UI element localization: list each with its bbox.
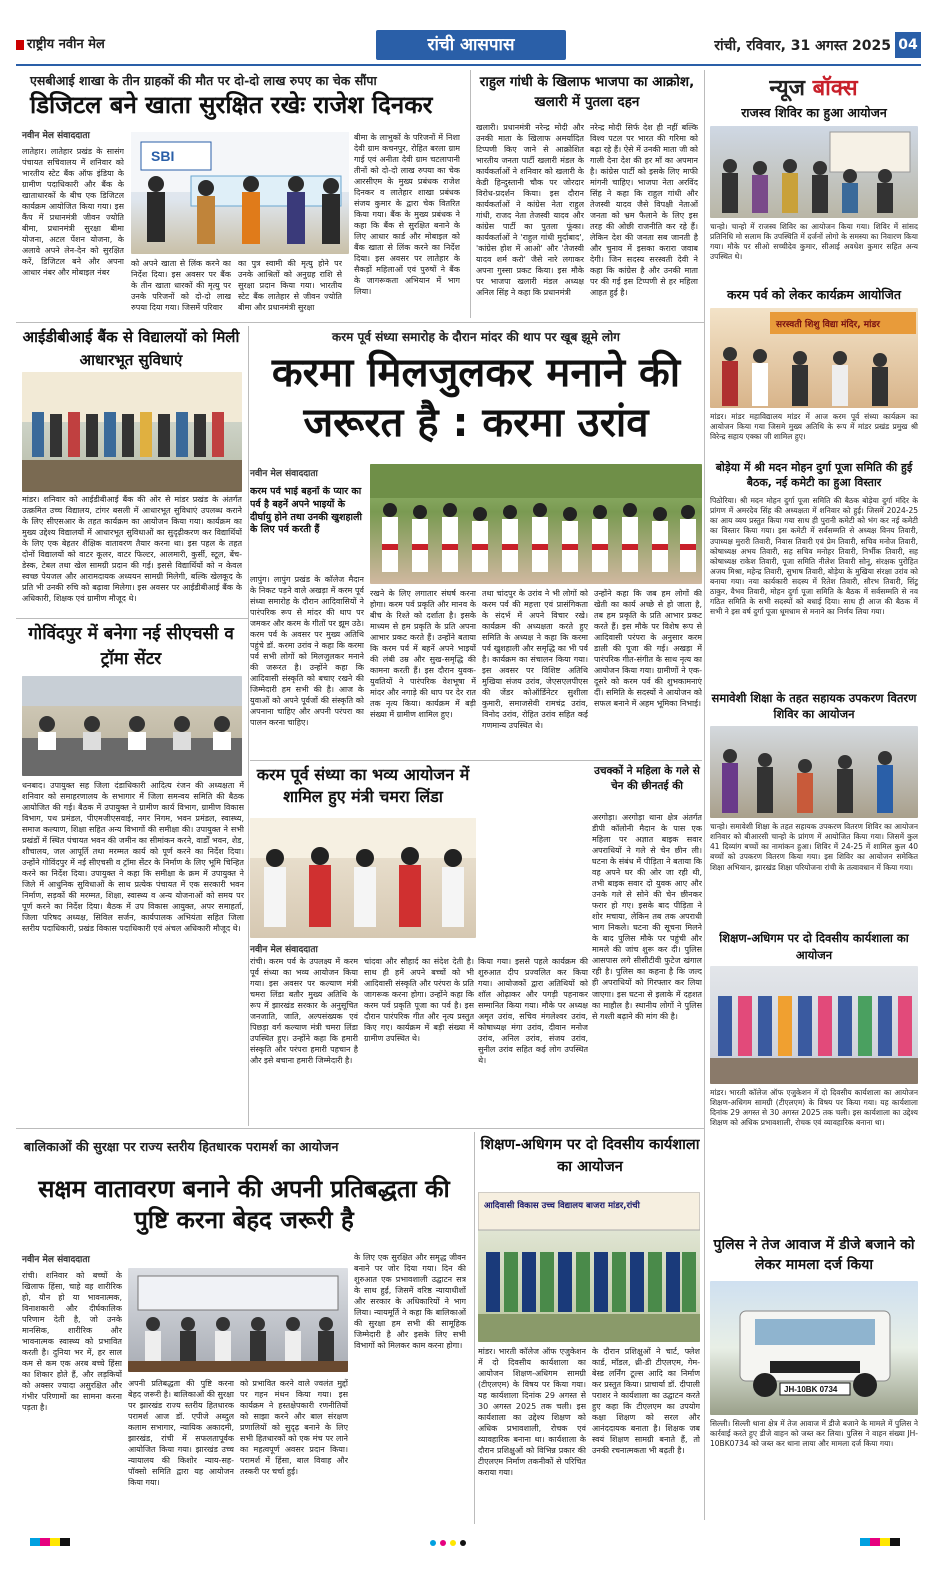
shikshan-school-photo <box>478 1192 700 1342</box>
minister-story-cont <box>478 948 590 1124</box>
minister-story <box>250 764 476 1124</box>
equipment-camp-photo <box>710 726 918 818</box>
vehicle-plate: JH-10BK 0734 <box>784 1385 838 1394</box>
section-rule <box>16 322 704 323</box>
minister-col1: रांची। करम पर्व के उपलक्ष्य में करम पूर्व संध्या का भव्य आयोजन किया गया। इस अवसर पर कल्याण मंत्री चमरा लिंडा बतौर मुख्य अतिथि के रूप में झारखंड सरकार के अनुसूचित जनजाति, जाति, अल्पसंख्यक एवं पिछड़ा वर्ग कल्याण मंत्री चमरा लिंडा उपस्थित हुए। उन्होंने कहा कि हमारी संस्कृति और परंपरा हमारी पहचान है और इसे बचाना हमारी जिम्मेदारी है। <box>250 957 358 1066</box>
newsbox-item-text: मांडर। भारती कॉलेज ऑफ एजुकेशन में दो दिवसीय कार्यशाला का आयोजन शिक्षण-अधिगम सामग्री (टीएलएम) के विषय पर किया गया। यह कार्यशाला दिनांक 29 अगस्त से 30 अगस्त 2025 तक चली। इस कार्यशाला का उद्देश्य शिक्षण को अधिक प्रभावशाली, रोचक एवं व्यावहारिक बनाना था। <box>710 1088 918 1128</box>
newsbox-item <box>708 460 920 690</box>
color-registration-bar <box>30 1538 70 1546</box>
karam-program-illustration <box>710 308 918 408</box>
brand-name: राष्ट्रीय नवीन मेल <box>27 37 105 52</box>
karma-kicker: करम पूर्व संध्या समारोह के दौरान मांदर की थाप पर खूब झूमे लोग <box>332 330 620 344</box>
sbi-story <box>16 70 463 320</box>
column-rule <box>470 70 471 318</box>
section-rule <box>250 760 702 761</box>
newsbox-item-text: मांडर। मांडर महाविद्यालय मांडर में आज करम पूर्व संध्या कार्यक्रम का आयोजन किया गया जिसमे मुख्य अतिथि के रूप में मांडर प्रखंड प्रमुख श्री विरेन्द्र सहाय एक्का जी शामिल हुए। <box>710 412 918 442</box>
masthead <box>16 30 921 66</box>
minister-col2: चांदवा और सौहार्द का संदेश देती है। साथ ही हमें अपने बच्चों को भी आदिवासी संस्कृति और परंपरा के प्रति जागरूक करना होगा। उन्होंने कहा कि करम पर्व प्रकृति पूजा का पर्व है। इस दौरान पारंपरिक गीत और नृत्य प्रस्तुत किए गए। कार्यक्रम में बड़ी संख्या में ग्रामीण उपस्थित थे। <box>364 957 474 1044</box>
gobindpur-meeting-photo <box>22 676 242 776</box>
sbi-headline: डिजिटल बने खाता सुरक्षित रखेः राजेश दिनकर <box>30 91 433 119</box>
karma-dance-photo <box>370 464 702 584</box>
idbi-text: मांडर। शनिवार को आईडीबीआई बैंक की ओर से मांडर प्रखंड के अंतर्गत उत्क्रमित उच्च विद्यालय, टांगर बसली में आधारभूत सुविधाएं उपलब्ध कराने के लिए सीएसआर के तहत कार्यक्रम का आयोजन किया गया। कार्यक्रम का मुख्य उद्देश्य विद्यालयों में आधारभूत सुविधाओं का सुदृढ़ीकरण कर विद्यार्थियों के लिए एक बेहतर शैक्षिक वातावरण तैयार करना था। इस पहल के तहत दोनों विद्यालयों को वाटर कूलर, वाटर फिल्टर, आलमारी, कुर्सी, स्टूल, बेंच-डेस्क, टेबल तथा खेल सामग्री प्रदान की गई। इससे विद्यार्थियों को न केवल स्वच्छ पेयजल और आरामदायक अध्ययन सामग्री मिलेगी, बल्कि खेलकूद के प्रति भी उनकी रुचि को बढ़ावा मिलेगा। इस अवसर पर आईडीबीआई बैंक के अधिकारी, शिक्षक एवं ग्रामीण मौजूद थे। <box>22 495 242 604</box>
sbi-cheque-photo <box>131 132 349 254</box>
newsbox-title <box>706 72 921 100</box>
workshop-photo <box>710 966 918 1084</box>
karma-story <box>250 326 702 756</box>
balika-col4: के लिए एक सुरक्षित और समृद्ध जीवन बनाने पर जोर दिया गया। दिन की शुरुआत एक प्रभावशाली उद्घाटन सत्र के साथ हुई, जिसमें वरिष्ठ न्यायाधीशों और सरकार के अधिकारियों ने भाग लिया। न्यायमूर्ति ने कहा कि बालिकाओं की सुरक्षा हम सभी की सामूहिक जिम्मेदारी है और इसके लिए सभी विभागों को मिलकर काम करना होगा। <box>354 1253 466 1351</box>
karma-dance-illustration <box>370 464 702 584</box>
sbi-col3: का पुत्र स्वामी की मृत्यु होने पर उनके आश्रितों को अनुग्रह राशि से सुरक्षा प्रदान किया गया। भारतीय स्टेट बैंक लातेहार से जीवन ज्योति बीमा और प्रधानमंत्री सुरक्षा <box>238 259 342 313</box>
shikshan-story <box>478 1132 702 1527</box>
brand-mark-icon <box>16 40 24 50</box>
mahila-text: अरगोड़ा। अरगोड़ा थाना क्षेत्र अंतर्गत डीपी कॉलोनी मैदान के पास एक महिला पर अज्ञात बाइक सवार अपराधियों ने गले से चेन छीन ली। घटना के संबंध में पीड़िता ने बताया कि वह अपने घर की ओर जा रही थी, तभी बाइक सवार दो युवक आए और उनके गले से सोने की चेन छीनकर फरार हो गए। इसके बाद पीड़िता ने शोर मचाया, लेकिन तब तक अपराधी भाग निकले। घटना की सूचना मिलने के बाद पुलिस मौके पर पहुंची और मामले की जांच शुरू कर दी। पुलिस आसपास लगे सीसीटीवी फुटेज खंगाल रही है। पुलिस का कहना है कि जल्द ही अपराधियों को गिरफ्तार कर लिया जाएगा। इस घटना से इलाके में दहशत का माहौल है। स्थानीय लोगों ने पुलिस से गश्ती बढ़ाने की मांग की है। <box>592 813 702 1021</box>
newsbox-item-text: चान्हो। चान्हो में राजस्व शिविर का आयोजन किया गया। शिविर में सांसद प्रतिनिधि मो सलाम कि उपस्थिति में दर्जनों लोगो के समस्या का निवारण किया गया। मौके पर सीओ सच्चीदेव कुमार, सीआई अवधेश कुमार सहित अन्य उपस्थित थे। <box>710 222 918 262</box>
karma-byline: नवीन मेल संवाददाता <box>250 469 318 479</box>
dateline: रांची, रविवार, 31 अगस्त 2025 <box>714 38 891 54</box>
column-rule <box>474 1132 475 1524</box>
balika-headline: सक्षम वातावरण बनाने की अपनी प्रतिबद्धता की पुष्टि करना बेहद जरूरी है <box>38 1175 450 1235</box>
minister-headline: करम पूर्व संध्या का भव्य आयोजन में शामिल हुए मंत्री चमरा लिंडा <box>256 765 470 807</box>
newsbox-item-headline: राजस्व शिविर का हुआ आयोजन <box>741 105 887 120</box>
newsbox-item <box>708 104 920 274</box>
newsbox-item <box>708 1235 920 1525</box>
column-rule <box>248 326 249 1126</box>
newsbox-item-text: सिल्ली। सिल्ली थाना क्षेत्र में तेज आवाज में डीजे बजाने के मामले में पुलिस ने कार्रवाई करते हुए डीजे वाहन को जब्त कर लिया। पुलिस ने वाहन संख्या JH-10BK0734 को जब्त कर थाना लाया और मामला दर्ज किया गया। <box>710 1419 918 1449</box>
rahul-col1: खलारी। प्रधानमंत्री नरेन्द्र मोदी और उनकी माता के खिलाफ अमर्यादित टिप्पणी किए जाने से आक्रोशित भारतीय जनता पार्टी खलारी मंडल के कार्यकर्ताओं ने शनिवार को खलारी के केडी हिन्दुस्तानी चौक पर जोरदार विरोध-प्रदर्शन किया। इस दौरान कार्यकर्ताओं ने कांग्रेस नेता राहुल गांधी, राजद नेता तेजस्वी यादव और कांग्रेस पार्टी का पुतला फूंका। कार्यकर्ताओं ने 'राहुल गांधी मुर्दाबाद', 'कांग्रेस होश में आओ' और 'तेजस्वी यादव शर्म करो' जैसे नारे लगाकर अपना गुस्सा प्रकट किया। इस मौके पर भाजपा खलारी मंडल अध्यक्ष अनिल सिंह ने कहा कि प्रधानमंत्री <box>476 123 584 298</box>
gobindpur-meeting-illustration <box>22 676 242 776</box>
balika-consultation-photo <box>128 1268 348 1372</box>
shikshan-col1: मांडर। भारती कॉलेज ऑफ एजुकेशन में दो दिवसीय कार्यशाला का आयोजन शिक्षण-अधिगम सामग्री (टीएलएम) के विषय पर किया गया। यह कार्यशाला दिनांक 29 अगस्त से 30 अगस्त 2025 तक चली। इस कार्यशाला का उद्देश्य शिक्षण को अधिक प्रभावशाली, रोचक एवं व्यावहारिक बनाना था। कार्यशाला के दौरान प्रशिक्षुओं को विभिन्न प्रकार की टीएलएम निर्माण तकनीकों से परिचित कराया गया। <box>478 1347 586 1478</box>
newsbox-title-a: न्यूज <box>769 76 813 101</box>
section-tag: रांची आसपास <box>376 30 566 60</box>
gobindpur-text: धनबाद। उपायुक्त सह जिला दंडाधिकारी आदित्य रंजन की अध्यक्षता में शनिवार को समाहरणालय के सभागार में जिला समन्वय समिति की बैठक आयोजित की गई। बैठक में उपायुक्त ने ग्रामीण कार्य विभाग, ग्रामीण विकास विभाग, पथ प्रमंडल, पीएमजीएसवाई, नगर निगम, भवन प्रमंडल, स्वास्थ्य, समाज कल्याण, शिक्षा सहित अन्य विभागों की समीक्षा की। उपायुक्त ने सभी प्रखंडों में स्थित पंचायत भवन की जमीन का सीमांकन करने, वार्डों भवन, शेड, शौचालय, जल आपूर्ति तथा मरम्मत कार्य को पूर्ण करने का निर्देश दिया। उन्होंने गोविंदपुर में नई सीएचसी व ट्रॉमा सेंटर के निर्माण के लिए भूमि चिन्हित करने का निर्देश दिया। उपायुक्त ने कहा कि समीक्षा के क्रम में उपायुक्त ने जिले में आधुनिक सुविधाओं के साथ प्रत्येक पंचायत में एक सरकारी भवन निर्माण, सड़कों की मरम्मत, शिक्षा, स्वास्थ्य व अन्य योजनाओं को समय पर पूर्ण करने का निर्देश दिया। बैठक में उप विकास आयुक्त, अपर समाहर्ता, जिला परिषद अध्यक्ष, सिविल सर्जन, कार्यपालक अभियंता सहित जिला स्तरीय पदाधिकारी, प्रखंड विकास पदाधिकारी एवं अंचल अधिकारी मौजूद थे। <box>22 781 244 934</box>
balika-story <box>16 1132 471 1527</box>
page-number: 04 <box>895 32 921 58</box>
karma-col2: रखने के लिए लगातार संघर्ष करना होगा। करम पर्व प्रकृति और मानव के बीच के रिश्ते को दर्शाता है। इसके माध्यम से हम प्रकृति के प्रति अपना आभार प्रकट करते हैं। उन्होंने बताया कि करम पर्व में बहनें अपने भाइयों की लंबी उम्र और सुख-समृद्धि की कामना करती हैं। इस दौरान युवक-युवतियों ने पारंपरिक वेशभूषा में मांदर और नगाड़े की थाप पर देर रात तक नृत्य किया। कार्यक्रम में बड़ी संख्या में ग्रामीण शामिल हुए। <box>370 589 476 720</box>
sbi-col4: बीमा के लाभुकों के परिजनों में निशा देवी ग्राम कचनपुर, रोहित बरला ग्राम गाई एवं अनीता देवी ग्राम चटलापानी तीनों को दो-दो लाख रुपया का चेक आरसीएम के मुख्य प्रबंधक राजेश दिनकर व लातेहार शाखा प्रबंधक संजय कुमार के द्वारा चेक वितरित किया गया। बैंक के मुख्य प्रबंधक ने कहा कि बैंक से सुरक्षित बनाने के लिए आधार कार्ड और मोबाइल को बैंक खाता से लिंक करने का निर्देश दिया। इस अवसर पर लातेहार के सैकड़ों महिलाओं एवं पुरुषों ने बैंक के जागरूकता अभियान में भाग लिया। <box>354 133 460 297</box>
svg-text:SBI: SBI <box>151 148 175 164</box>
minister-byline: नवीन मेल संवाददाता <box>250 945 318 955</box>
equipment-camp-illustration <box>710 726 918 818</box>
sbi-col2: को अपने खाता से लिंक करने का निर्देश दिया। इस अवसर पर बैंक के तीन खाता धारकों की मृत्यु पर उनके परिजनों को दो-दो लाख रुपया दिया गया। जिसमें परिवार <box>131 259 231 313</box>
newsbox-item-headline: बोड़ेया में श्री मदन मोहन दुर्गा पूजा समिति की हुई बैठक, नई कमेटी का हुआ विस्तार <box>715 461 913 490</box>
dj-vehicle-photo <box>710 1281 918 1415</box>
revenue-camp-photo <box>710 126 918 218</box>
balika-col3: को प्रभावित करने वाले ज्वलंत मुद्दों पर गहन मंथन किया गया। इस कार्यक्रम ने हस्तक्षेपकारी रणनीतियों को साझा करने और बाल संरक्षण प्रणालियों को सुदृढ़ बनाने के लिए सभी हितधारकों को एक मंच पर लाने का महत्वपूर्ण अवसर प्रदान किया। परामर्श में हिंसा, बाल विवाह और तस्करी पर चर्चा हुई। <box>240 1379 348 1477</box>
sbi-cheque-illustration <box>131 132 349 254</box>
minister-col3: किया गया। इससे पहले कार्यक्रम की शुरुआत दीप प्रज्वलित कर किया गया। आयोजकों द्वारा अतिथियों को शॉल ओढ़ाकर और पगड़ी पहनाकर सम्मानित किया गया। मौके पर अध्यक्ष अमृत उरांव, सचिव मंगलेश्वर उरांव, कोषाध्यक्ष मंगा उरांव, दीवान मनोज उरांव, अनिल उरांव, संजय उरांव, सुनील उरांव सहित कई लोग उपस्थित थे। <box>478 957 588 1066</box>
workshop-illustration <box>710 966 918 1084</box>
karam-program-photo <box>710 308 918 408</box>
sbi-lead: लातेहार। लातेहार प्रखंड के सासंग पंचायत सचिवालय में शनिवार को भारतीय स्टेट बैंक ऑफ इंडिया के ग्रामीण पदाधिकारी और बैंक के खाताधारकों के बीच एक डिजिटल कार्यक्रम आयोजित किया गया। इस कैंप में प्रधानमंत्री जीवन ज्योति बीमा, प्रधानमंत्री सुरक्षा बीमा योजना, अटल पेंशन योजना, के अलावे अपने लेन-देन को सुरक्षित करें, डिजिटल बने और अपना आधार नंबर और मोबाइल नंबर <box>22 147 124 278</box>
idbi-headline: आईडीबीआई बैंक से विद्यालयों को मिली आधारभूत सुविधाएं <box>22 328 240 369</box>
section-rule <box>16 1128 704 1129</box>
balika-kicker: बालिकाओं की सुरक्षा पर राज्य स्तरीय हितधारक परामर्श का आयोजन <box>24 1139 339 1154</box>
newsbox-item <box>708 286 920 446</box>
rahul-headline: राहुल गांधी के खिलाफ भाजपा का आक्रोश, खलारी में पुतला दहन <box>479 74 695 111</box>
newsbox-item <box>708 930 920 1220</box>
newsbox-item-text: पिठोरिया। श्री मदन मोहन दुर्गा पूजा समिति की बैठक बोड़ेया दुर्गा मंदिर के प्रांगण में अमरदेव सिंह की अध्यक्षता में शनिवार को हुई। जिसमें 2024-25 का आय व्यय प्रस्तुत किया गया साथ ही पुरानी कमेटी को भंग कर नई कमेटी का विस्तार किया गया। इस कमेटी में सर्वसम्मति से अध्यक्ष विनय तिवारी, उपाध्यक्ष मुरारी तिवारी, निवास तिवारी एवं प्रेम तिवारी, सचिव मनोज तिवारी, कोषाध्यक्ष अभय तिवारी, सह सचिव मनोहर तिवारी, निर्भीक तिवारी, सह कोषाध्यक्ष राकेश तिवारी, पूजा समिति नीलेश तिवारी सोनू, संरक्षक पुरोहित अजय मिश्रा, महेन्द्र तिवारी, सुभाष तिवारी, बोड़ेया के मुखिया संरक्षा उरांव को बनाया गया। नया कार्यकारी सदस्य में रितेश तिवारी, सौरभ तिवारी, सिंटू ठाकुर, वैभव तिवारी, मोहन दुर्गा पूजा समिति के बैठक में सर्वसम्मति से नव गठित समिति के सभी सदस्यों को बधाई दिया। साथ ही आज की बैठक में सभी ने इस वर्ष दुर्गा पूजा धूमधाम से मनाने का निर्णय लिया गया। <box>710 496 918 617</box>
balika-col2: अपनी प्रतिबद्धता की पुष्टि करना बेहद जरूरी है। बालिकाओं की सुरक्षा पर झारखंड राज्य स्तरीय हितधारक परामर्श आज डॉ. एपीजे अब्दुल कलाम सभागार, न्यायिक अकादमी, झारखंड, रांची में सफलतापूर्वक आयोजित किया गया। झारखंड उच्च न्यायालय की किशोर न्याय-सह-पॉक्सो समिति द्वारा यह आयोजन किया गया। <box>128 1379 234 1488</box>
mahila-headline: उचक्कों ने महिला के गले से चेन की छीनतई की <box>594 765 700 793</box>
dj-vehicle-illustration <box>710 1281 918 1415</box>
section-rule <box>16 618 248 619</box>
shikshan-col2: के दौरान प्रशिक्षुओं ने चार्ट, फ्लेश कार्ड, मॉडल, थ्री-डी टीएलएम, गेम-बेस्ड लर्निंग टूल्स आदि का निर्माण कर प्रस्तुत किया। प्राचार्या डॉ. दीपाली पराशर ने कार्यशाला का उद्घाटन करते हुए कहा कि टीएलएम का उपयोग कक्षा शिक्षण को सरल और आनंददायक बनाता है। शिक्षक जब स्वयं शिक्षण सामग्री बनाते हैं, तो उनकी रचनात्मकता भी बढ़ती है। <box>592 1347 700 1456</box>
mahila-story <box>592 764 702 1124</box>
sbi-byline: नवीन मेल संवाददाता <box>22 131 90 141</box>
color-registration-bar <box>860 1538 900 1546</box>
idbi-school-illustration <box>22 372 242 492</box>
shikshan-headline: शिक्षण-अधिगम पर दो दिवसीय कार्यशाला का आयोजन <box>480 1137 700 1176</box>
balika-byline: नवीन मेल संवाददाता <box>22 1255 90 1265</box>
idbi-story <box>16 326 246 616</box>
karma-col3: तथा चांदपुर के उरांव ने भी लोगों को करम पर्व की महत्ता एवं प्रासंगिकता के संदर्भ में अपने विचार रखे। कार्यक्रम की अध्यक्षता करते हुए समिति के अध्यक्ष ने कहा कि करमा पर्व खुशहाली और समृद्धि का भी पर्व है। कार्यक्रम का संचालन किया गया। इस अवसर पर विशिष्ट अतिथि मुखिया संजय उरांव, जेएसएलपीएस की जेंडर कोऑर्डिनेटर सुशीला कुमारी, समाजसेवी रामचंद्र उरांव, विनोद उरांव, रोहित उरांव सहित कई गणमान्य उपस्थित थे। <box>482 589 588 731</box>
sbi-kicker: एसबीआई शाखा के तीन ग्राहकों की मौत पर दो-दो लाख रुपए का चेक सौंपा <box>30 73 377 88</box>
registration-dot <box>450 1540 456 1546</box>
karma-quote: करम पर्व भाई बहनों के प्यार का पर्व है बहनें अपने भाइयों के दीर्घायु होने तथा उनकी खुशहाली के लिए पर्व करती हैं <box>250 486 362 536</box>
registration-dot <box>430 1540 436 1546</box>
minister-stage-photo <box>250 818 476 938</box>
karma-col1: लापुंग। लापुंग प्रखंड के कॉलेज मैदान के निकट पड़ने वाले अखड़ा में करम पूर्व संध्या समारोह के दौरान आदिवासियों ने पारंपरिक रूप से मांदर की थाप पर जमकर और करम के गीतों पर झूम उठे। करम पर्व के अवसर पर मुख्य अतिथि पहुंचे डॉ. करमा उरांव ने कहा कि करमा पर्व सभी लोगों को मिलजुलकर मनाने की जरूरत है। उन्होंने कहा कि आदिवासी संस्कृति को बचाए रखने की जिम्मेदारी हम सभी की है। आज के युवाओं को अपने पूर्वजों की संस्कृति को अपनाना चाहिए और अपनी परंपरा का पालन करना चाहिए। <box>250 575 364 728</box>
newsbox-item-text: चान्हो। समावेशी शिक्षा के तहत सहायक उपकरण वितरण शिविर का आयोजन शनिवार को बीआरसी चान्हो के प्रांगण में आयोजित किया गया। जिसमें कुल 41 दिव्यांग बच्चों का नामांकन हुआ। शिविर में 24-25 में शामिल कुल 40 बच्चों को उपकरण वितरण किया गया। इस शिविर का आयोजन समेकित शिक्षा अभियान, झारखंड शिक्षा परियोजना रांची के तत्वावधान में किया गया। <box>710 822 918 872</box>
rahul-story <box>474 70 700 320</box>
registration-dot <box>460 1540 466 1546</box>
shikshan-banner-text: आदिवासी विकास उच्च विद्यालय बाजरा मांडर,रांची <box>484 1201 640 1211</box>
balika-col1: रांची। शनिवार को बच्चों के खिलाफ हिंसा, चाहे वह शारीरिक हो, यौन हो या भावनात्मक, विनाशकारी और दीर्घकालिक परिणाम देती है, जो उनके मानसिक, शारीरिक और भावनात्मक स्वास्थ्य को प्रभावित करती है। दुनिया भर में, हर साल कम से कम एक अरब बच्चे हिंसा का शिकार होते हैं, और लड़कियों को अक्सर ज्यादा असुरक्षित और गंभीर परिणामों का सामना करना पड़ता है। <box>22 1271 122 1413</box>
newsbox-item <box>708 690 920 925</box>
revenue-camp-illustration <box>710 126 918 218</box>
column-rule <box>704 70 705 1520</box>
gobindpur-headline: गोविंदपुर में बनेगा नई सीएचसी व ट्रॉमा सेंटर <box>28 624 234 669</box>
minister-stage-illustration <box>250 818 476 938</box>
karma-headline: करमा मिलजुलकर मनाने की जरूरत है : करमा उरांव <box>271 350 681 446</box>
newsbox-item-headline: करम पर्व को लेकर कार्यक्रम आयोजित <box>726 287 902 302</box>
rahul-col2: नरेन्द्र मोदी सिर्फ देश ही नहीं बल्कि विश्व पटल पर भारत की गरिमा को बढ़ा रहे हैं। ऐसे में उनकी माता जी को गाली देना देश की हर माँ का अपमान है। कांग्रेस पार्टी को इसके लिए माफी मांगनी चाहिए। भाजपा नेता अरविंद सिंह ने कहा कि राहुल गांधी और तेजस्वी यादव जैसे विपक्षी नेताओं जनता को भ्रम फैलाने के लिए इस तरह की ओछी राजनीति कर रहे हैं। लेकिन देश की जनता सब जानती है और चुनाव में इसका करारा जवाब देगी। जिन सदस्य सरस्वती देवी ने कहा कि कांग्रेस है और उनकी माता पर की गई इस टिप्पणी से हर महिला आहत हुई है। <box>590 123 698 298</box>
newsbox-item-headline: पुलिस ने तेज आवाज में डीजे बजाने को लेकर मामला दर्ज किया <box>713 1237 915 1274</box>
karam-banner-text: सरस्वती शिशु विद्या मंदिर, मांडर <box>776 320 880 330</box>
karma-col4: उन्होंने कहा कि जब हम लोगों की खेती का कार्य अच्छे से हो जाता है, तब हम प्रकृति के प्रति आभार प्रकट करते हैं। इस मौके पर विशेष रूप से आदिवासी परंपरा के अनुसार करम डाली की पूजा की गई। अखड़ा में पारंपरिक गीत-संगीत के साथ नृत्य का आयोजन किया गया। ग्रामीणों ने एक-दूसरे को करम पर्व की शुभकामनाएं दीं। समिति के सदस्यों ने आयोजन को सफल बनाने में अहम भूमिका निभाई। <box>594 589 702 709</box>
shikshan-school-illustration <box>478 1192 700 1342</box>
newsbox-item-headline: समावेशी शिक्षा के तहत सहायक उपकरण वितरण शिविर का आयोजन <box>711 691 917 722</box>
gobindpur-story <box>16 622 246 1122</box>
newsbox-title-b: बॉक्स <box>812 76 858 101</box>
brand-logo <box>16 34 105 52</box>
registration-dot <box>440 1540 446 1546</box>
idbi-school-photo <box>22 372 242 492</box>
newsbox-item-headline: शिक्षण-अधिगम पर दो दिवसीय कार्यशाला का आयोजन <box>719 931 909 962</box>
balika-consultation-illustration <box>128 1268 348 1372</box>
